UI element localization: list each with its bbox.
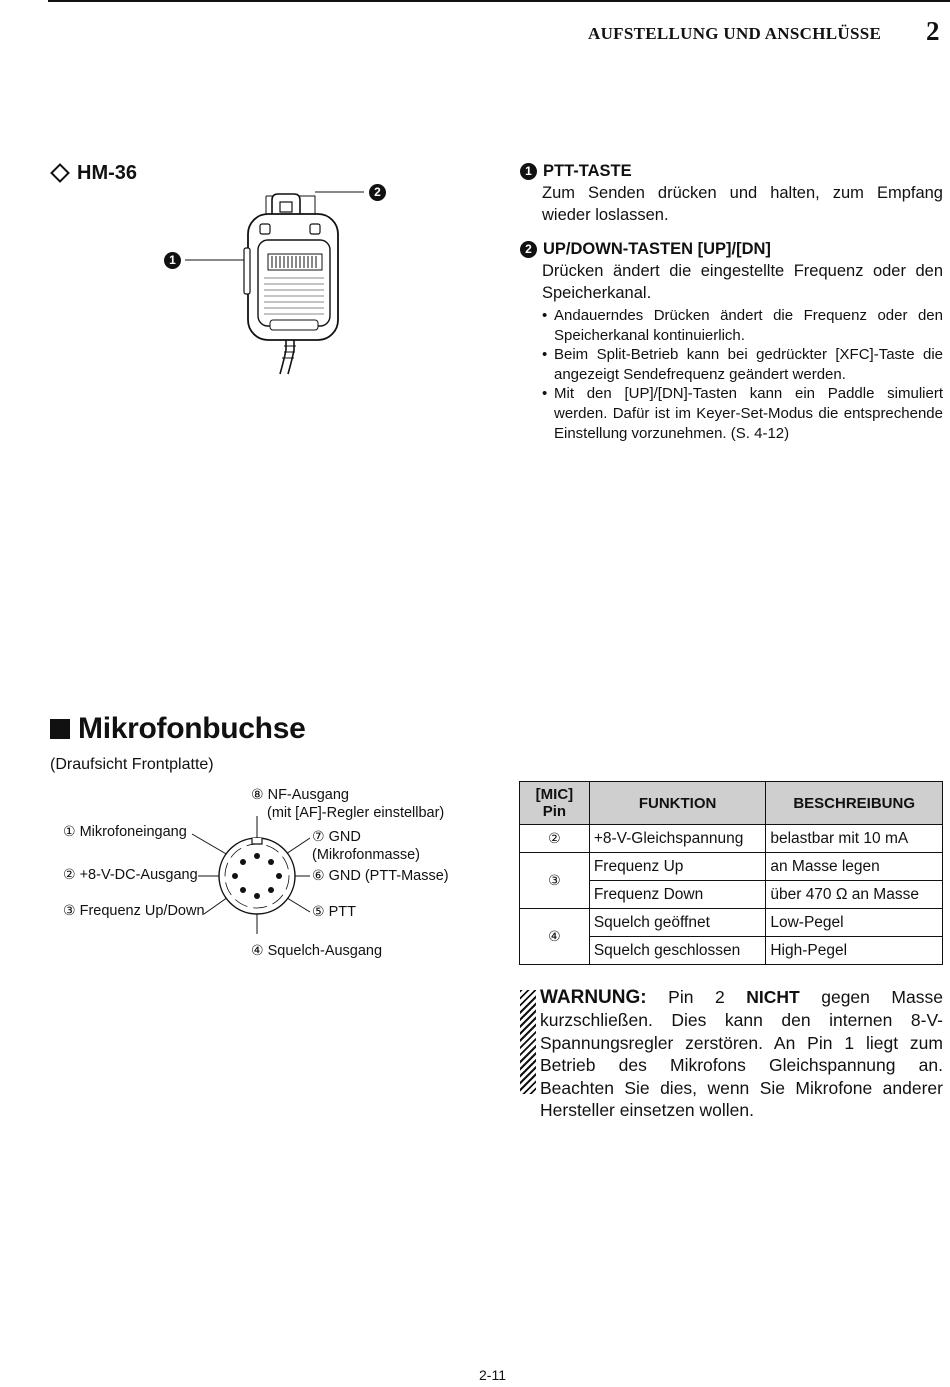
table-row	[520, 825, 943, 853]
description-cell: Low-Pegel	[766, 909, 943, 937]
chapter-number: 2	[926, 16, 940, 46]
function-cell: Squelch geschlossen	[589, 937, 766, 965]
warning-rest: gegen Masse kurzschließen. Dies kann den internen 8-V-Spannungsregler zerstören. An Pin 1 liegt zum Betrieb des Mikrofons Gleichspannung an. Beachten Sie dies, wenn Sie Mikrofone anderer Hersteller einsetzen wollen.	[540, 987, 943, 1121]
pin3-label	[63, 902, 205, 920]
pin2-label	[63, 866, 198, 884]
pin7-number: ⑦	[312, 829, 325, 845]
description-cell: belastbar mit 10 mA	[766, 825, 943, 853]
warning-pre: Pin 2	[668, 987, 725, 1007]
header-rule	[48, 0, 950, 2]
section-title-text: Mikrofonbuchse	[78, 712, 306, 745]
pin-cell: ④	[520, 909, 590, 965]
running-header: AUFSTELLUNG UND ANSCHLÜSSE	[588, 24, 882, 43]
col-header-pin	[520, 782, 590, 825]
item-updown-title: UP/DOWN-TASTEN [UP]/[DN]	[543, 240, 771, 258]
warning-stripes-icon	[520, 990, 536, 1094]
item-ptt-heading	[520, 160, 943, 182]
pin4-number: ④	[251, 943, 264, 959]
warning-box	[520, 986, 943, 1121]
pin7-label	[312, 828, 420, 864]
pin4-text: Squelch-Ausgang	[267, 943, 383, 959]
section-title	[50, 712, 305, 746]
pin7-text-2: (Mikrofonmasse)	[312, 847, 420, 863]
pin8-text: NF-Ausgang	[267, 787, 349, 803]
pin6-number: ⑥	[312, 868, 325, 884]
pin3-text: Frequenz Up/Down	[79, 903, 205, 919]
warning-text	[540, 986, 943, 1121]
pin4-label	[251, 942, 382, 960]
item-updown	[520, 238, 943, 443]
hm36-title-text: HM-36	[77, 162, 138, 184]
item-updown-heading	[520, 238, 943, 260]
function-cell: Squelch geöffnet	[589, 909, 766, 937]
item-updown-text: Drücken ändert die eingestellte Frequenz oder den Speicherkanal.	[542, 262, 943, 302]
function-cell: +8-V-Gleichspannung	[589, 825, 766, 853]
pin5-label	[312, 903, 356, 921]
bullet-item: • Mit den [UP]/[DN]-Tasten kann ein Paddle simuliert werden. Dafür ist im Keyer-Set-Modus die entsprechende Einstellung vorzunehmen. (S. 4-12)	[542, 384, 943, 443]
function-cell: Frequenz Up	[589, 853, 766, 881]
pin1-label	[63, 823, 187, 841]
pin5-number: ⑤	[312, 904, 325, 920]
function-cell: Frequenz Down	[589, 881, 766, 909]
callout-updown-icon: 2	[369, 184, 386, 201]
pin8-text-2: (mit [AF]-Regler einstellbar)	[267, 805, 445, 821]
item-ptt	[520, 160, 943, 226]
item-ptt-title: PTT-TASTE	[543, 162, 632, 180]
bullet-item: • Andauerndes Drücken ändert die Frequenz oder den Speicherkanal kontinuierlich.	[542, 306, 943, 345]
col-header-pin-line1: [MIC]	[535, 786, 574, 803]
col-header-pin-line2: Pin	[542, 803, 567, 820]
table-row	[520, 853, 943, 881]
pin8-number: ⑧	[251, 787, 264, 803]
pin2-text: +8-V-DC-Ausgang	[79, 867, 198, 883]
pin5-text: PTT	[328, 904, 356, 920]
description-cell: High-Pegel	[766, 937, 943, 965]
pin1-text: Mikrofoneingang	[79, 824, 187, 840]
table-header-row	[520, 782, 943, 825]
pin6-text: GND (PTT-Masse)	[328, 868, 449, 884]
description-cell: über 470 Ω an Masse	[766, 881, 943, 909]
number-2-icon: 2	[520, 241, 537, 258]
section-subtitle: (Draufsicht Frontplatte)	[50, 756, 214, 773]
hm36-title	[50, 162, 137, 185]
number-1-icon: 1	[520, 163, 537, 180]
pin8-label	[251, 786, 444, 822]
pin-cell: ③	[520, 853, 590, 909]
page-number: 2-11	[479, 1367, 506, 1383]
warning-bold: NICHT	[746, 987, 800, 1007]
pin6-label	[312, 867, 449, 885]
description-cell: an Masse legen	[766, 853, 943, 881]
warning-label: WARNUNG:	[540, 987, 647, 1008]
item-updown-bullets	[542, 306, 943, 443]
section-square-icon	[50, 719, 70, 739]
hm36-microphone-illustration	[160, 178, 400, 378]
item-ptt-text: Zum Senden drücken und halten, zum Empfang wieder loslassen.	[542, 184, 943, 224]
bullet-item: • Beim Split-Betrieb kann bei gedrückter [XFC]-Taste die angezeigt Sendefrequenz geändert werden.	[542, 345, 943, 384]
pin1-number: ①	[63, 824, 76, 840]
pin3-number: ③	[63, 903, 76, 919]
pin2-number: ②	[63, 867, 76, 883]
callout-ptt-icon: 1	[164, 252, 181, 269]
diamond-icon	[50, 163, 70, 183]
mic-pin-table	[519, 781, 943, 965]
pin-cell: ②	[520, 825, 590, 853]
table-row	[520, 909, 943, 937]
col-header-description: BESCHREIBUNG	[766, 782, 943, 825]
mic-connector-diagram	[190, 810, 320, 940]
col-header-function: FUNKTION	[589, 782, 766, 825]
pin7-text: GND	[328, 829, 361, 845]
